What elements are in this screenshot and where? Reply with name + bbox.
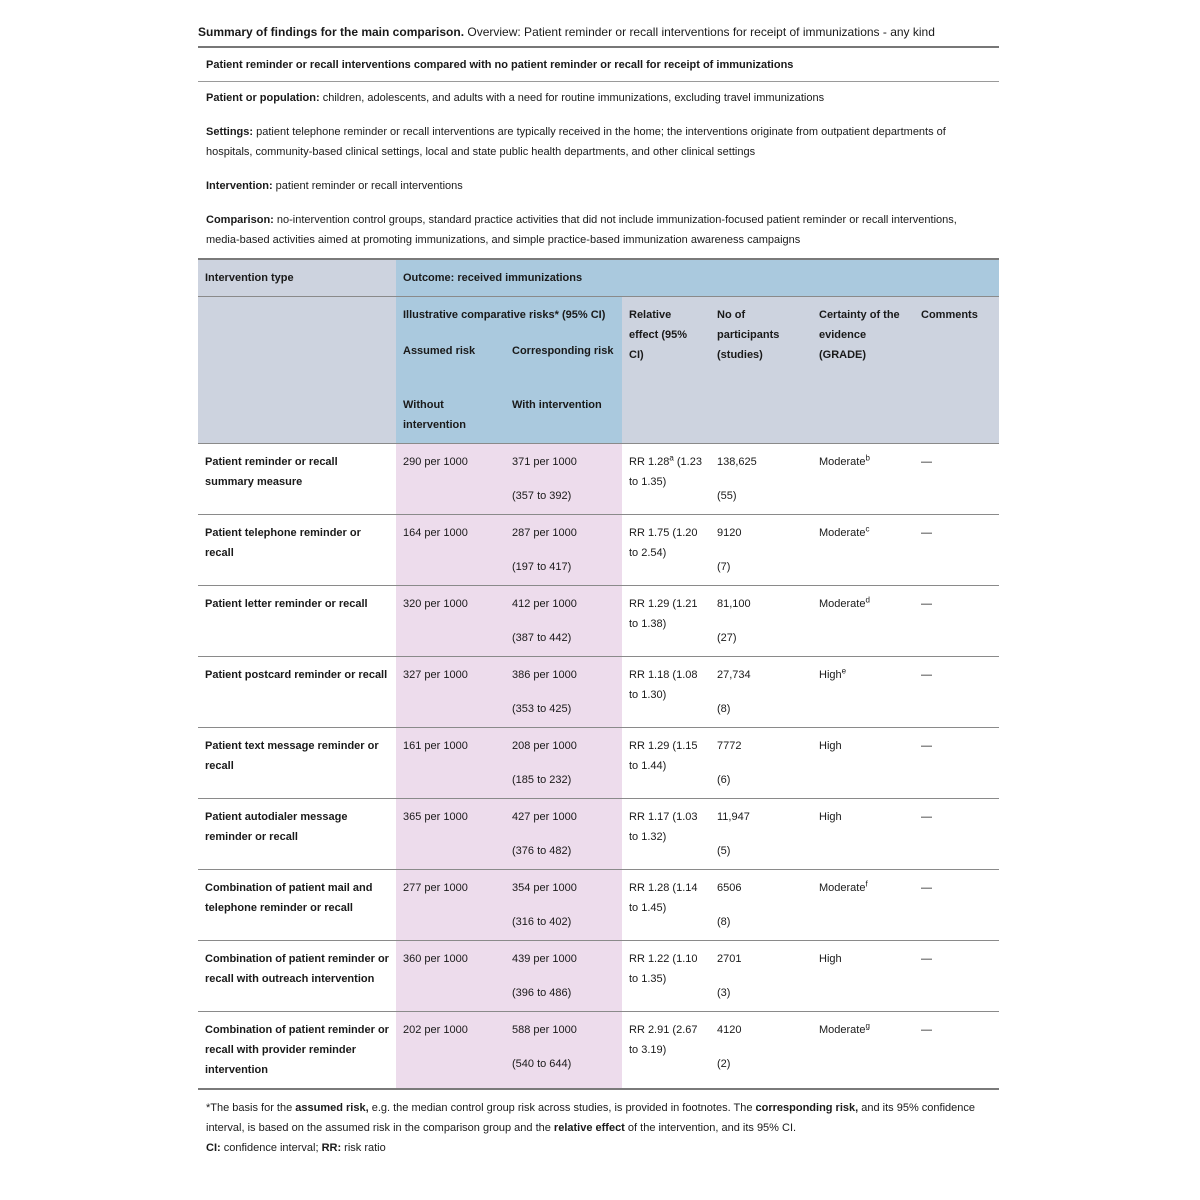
certainty [812,728,914,799]
footnote-text: and its 95% confidence interval, is based on the assumed risk in the comparison group and the [206,1102,976,1134]
assumed-risk: 161 per 1000 [396,728,505,799]
assumed-risk: 365 per 1000 [396,799,505,870]
footnote [198,1090,999,1138]
intervention-type: Combination of patient reminder or recall with outreach intervention [198,941,396,1012]
footnote-bold: assumed risk, [295,1102,369,1114]
corresponding-risk: 371 per 1000 [512,456,577,468]
grade-footnote-marker: f [865,879,868,889]
corresponding-risk: 439 per 1000 [512,953,577,965]
comments: — [914,1012,999,1090]
table-row [198,799,999,870]
studies: (5) [717,845,731,857]
relative-effect [622,941,710,1012]
abbr-rr-text: risk ratio [341,1142,386,1154]
participants: 9120 [717,527,742,539]
intervention-type: Patient reminder or recall summary measure [198,444,396,515]
grade-footnote-marker: b [865,453,870,463]
certainty [812,799,914,870]
assumed-risk: 202 per 1000 [396,1012,505,1090]
intervention-text: patient reminder or recall interventions [272,180,463,192]
participants-cell [710,1012,812,1090]
grade-value: Moderate [819,527,866,539]
table-row [198,444,999,515]
grade-value: Moderate [819,456,866,468]
table-row [198,586,999,657]
header-certainty: Certainty of the evidence (GRADE) [812,297,914,444]
abbreviations [198,1138,999,1158]
certainty [812,1012,914,1090]
corresponding-risk-ci: (197 to 417) [512,561,572,573]
rr-value: RR 1.28 (1.14 to 1.45) [629,882,698,914]
participants-cell [710,728,812,799]
studies: (6) [717,774,731,786]
rr-value: RR 1.18 (1.08 to 1.30) [629,669,698,701]
assumed-risk: 290 per 1000 [396,444,505,515]
intervention-info [198,162,999,196]
header-row-columns [198,297,999,334]
participants-cell [710,586,812,657]
grade-value: High [819,740,842,752]
intervention-type: Patient text message reminder or recall [198,728,396,799]
assumed-risk: 164 per 1000 [396,515,505,586]
relative-effect [622,657,710,728]
participants-cell [710,941,812,1012]
corresponding-risk: 354 per 1000 [512,882,577,894]
comparison-info [198,196,999,258]
grade-value: High [819,669,842,681]
comments: — [914,657,999,728]
corresponding-risk-ci: (396 to 486) [512,987,572,999]
corresponding-risk: 386 per 1000 [512,669,577,681]
participants: 6506 [717,882,742,894]
table-caption [198,22,999,46]
table-row [198,941,999,1012]
rr-value: RR 1.29 (1.15 to 1.44) [629,740,698,772]
findings-table [198,258,999,1090]
assumed-risk: 277 per 1000 [396,870,505,941]
corresponding-risk: 412 per 1000 [512,598,577,610]
intervention-type: Patient telephone reminder or recall [198,515,396,586]
corresponding-risk: 208 per 1000 [512,740,577,752]
table-row [198,870,999,941]
intervention-label: Intervention: [206,180,273,192]
studies: (8) [717,703,731,715]
comments: — [914,870,999,941]
header-blank [198,297,396,444]
participants-cell [710,870,812,941]
intervention-type: Combination of patient mail and telephone reminder or recall [198,870,396,941]
rr-footnote-marker: a [669,453,674,463]
certainty [812,870,914,941]
studies: (55) [717,490,737,502]
comparison-text: no-intervention control groups, standard practice activities that did not include immunization-focused patient reminder or recall interventions, media-based activities aimed at promoting immunizations, and simple practice-based immunization awareness campaigns [206,214,957,246]
participants: 11,947 [717,811,750,823]
rr-value: RR 1.17 (1.03 to 1.32) [629,811,698,843]
rr-value: RR 1.22 (1.10 to 1.35) [629,953,698,985]
grade-value: Moderate [819,598,866,610]
intervention-type: Patient postcard reminder or recall [198,657,396,728]
header-relative-effect: Relative effect (95% CI) [622,297,710,444]
rr-value: RR 2.91 (2.67 to 3.19) [629,1024,698,1056]
abbr-ci-label: CI: [206,1142,221,1154]
relative-effect [622,515,710,586]
header-row-outcome [198,259,999,297]
certainty [812,444,914,515]
grade-footnote-marker: d [865,595,870,605]
header-comments: Comments [914,297,999,444]
comparison-title: Patient reminder or recall interventions compared with no patient reminder or recall for receipt of immunizations [206,58,794,71]
footnote-bold: corresponding risk, [755,1102,859,1114]
header-without-intervention: Without intervention [396,387,505,444]
relative-effect [622,799,710,870]
intervention-type: Patient letter reminder or recall [198,586,396,657]
corresponding-risk-ci: (353 to 425) [512,703,572,715]
comments: — [914,799,999,870]
corresponding-risk-ci: (387 to 442) [512,632,572,644]
corresponding-risk-ci: (357 to 392) [512,490,572,502]
corresponding-risk-ci: (540 to 644) [512,1058,572,1070]
participants: 2701 [717,953,742,965]
participants: 27,734 [717,669,751,681]
abbr-rr-label: RR: [321,1142,342,1154]
population-text: children, adolescents, and adults with a need for routine immunizations, excluding travel immunizations [319,92,825,104]
grade-value: High [819,953,842,965]
footnote-text: of the intervention, and its 95% CI. [624,1122,797,1134]
grade-value: High [819,811,842,823]
studies: (27) [717,632,737,644]
relative-effect [622,1012,710,1090]
table-body [198,444,999,1090]
header-with-intervention: With intervention [505,387,622,444]
grade-value: Moderate [819,882,866,894]
participants: 138,625 [717,456,757,468]
corresponding-risk-cell [505,444,622,515]
header-intervention-type: Intervention type [198,259,396,297]
footnote-text: *The basis for the [206,1102,296,1114]
table-row [198,1012,999,1090]
corresponding-risk: 427 per 1000 [512,811,577,823]
studies: (8) [717,916,731,928]
corresponding-risk: 287 per 1000 [512,527,577,539]
relative-effect [622,870,710,941]
corresponding-risk-cell [505,728,622,799]
assumed-risk: 327 per 1000 [396,657,505,728]
participants: 4120 [717,1024,742,1036]
header-assumed-risk: Assumed risk [396,333,505,387]
intervention-type: Patient autodialer message reminder or recall [198,799,396,870]
corresponding-risk-cell [505,657,622,728]
corresponding-risk-ci: (316 to 402) [512,916,572,928]
table-row [198,657,999,728]
settings-label: Settings: [206,126,254,138]
assumed-risk: 360 per 1000 [396,941,505,1012]
certainty [812,941,914,1012]
certainty [812,657,914,728]
corresponding-risk-cell [505,515,622,586]
participants: 81,100 [717,598,751,610]
settings-text: patient telephone reminder or recall interventions are typically received in the home; the interventions originate from outpatient departments of hospitals, community-based clinical settings, local and state public health departments, and other clinical settings [206,126,946,158]
relative-effect [622,586,710,657]
participants-cell [710,799,812,870]
comments: — [914,941,999,1012]
comparison-label: Comparison: [206,214,274,226]
header-corresponding-risk: Corresponding risk [505,333,622,387]
comments: — [914,444,999,515]
comments: — [914,515,999,586]
relative-effect [622,728,710,799]
settings-info [198,108,999,162]
rr-ci: (1.23 to 1.35) [629,456,702,488]
intervention-type: Combination of patient reminder or recall with provider reminder intervention [198,1012,396,1090]
studies: (7) [717,561,731,573]
footnote-bold: relative effect [553,1122,625,1134]
corresponding-risk-cell [505,870,622,941]
header-outcome: Outcome: received immunizations [396,259,999,297]
abbr-ci-text: confidence interval; [220,1142,322,1154]
certainty [812,586,914,657]
table-row [198,728,999,799]
footnote-text: e.g. the median control group risk across studies, is provided in footnotes. The [368,1102,756,1114]
caption-bold: Summary of findings for the main comparison. [198,25,465,39]
grade-value: Moderate [819,1024,866,1036]
table-row [198,515,999,586]
relative-effect [622,444,710,515]
corresponding-risk-cell [505,799,622,870]
participants-cell [710,444,812,515]
corresponding-risk: 588 per 1000 [512,1024,577,1036]
participants-cell [710,657,812,728]
assumed-risk: 320 per 1000 [396,586,505,657]
corresponding-risk-cell [505,586,622,657]
corresponding-risk-ci: (376 to 482) [512,845,572,857]
corresponding-risk-cell [505,1012,622,1090]
corresponding-risk-cell [505,941,622,1012]
summary-of-findings [198,22,999,1158]
participants-cell [710,515,812,586]
studies: (2) [717,1058,731,1070]
header-illustrative-risks: Illustrative comparative risks* (95% CI) [396,297,622,334]
grade-footnote-marker: g [865,1021,870,1031]
rr-value: RR 1.29 (1.21 to 1.38) [629,598,698,630]
population-info [198,82,999,108]
comments: — [914,728,999,799]
certainty [812,515,914,586]
header-participants: No of participants (studies) [710,297,812,444]
rr-value: RR 1.75 (1.20 to 2.54) [629,527,698,559]
comments: — [914,586,999,657]
studies: (3) [717,987,731,999]
rr-value: RR 1.28 [629,456,670,468]
caption-text: Overview: Patient reminder or recall interventions for receipt of immunizations - any kind [464,25,935,39]
corresponding-risk-ci: (185 to 232) [512,774,572,786]
grade-footnote-marker: c [865,524,870,534]
population-label: Patient or population: [206,92,320,104]
grade-footnote-marker: e [841,666,847,676]
participants: 7772 [717,740,742,752]
